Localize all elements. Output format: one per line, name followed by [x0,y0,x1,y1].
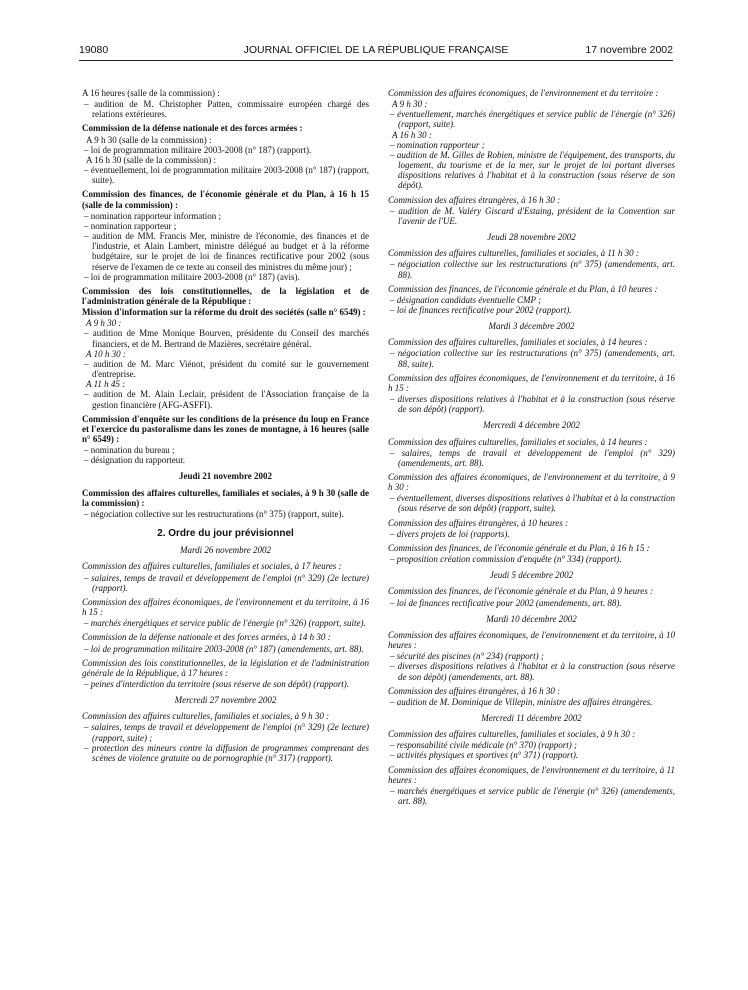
agenda-item: – désignation du rapporteur. [84,455,185,466]
page-number: 19080 [79,44,109,56]
committee-heading: Commission des affaires culturelles, familiales et sociales, à 9 h 30 : [82,711,330,722]
day-heading: Mardi 3 décembre 2002 [488,321,575,332]
committee-heading: Commission des lois constitutionnelles, de la législation et de l'administration générale de la République, à 17 heures : [82,657,369,678]
agenda-item: – négociation collective sur les restructurations (n° 375) (amendements, art. 88, suite). [390,348,675,369]
right-column [388,88,675,806]
committee-heading: Commission des affaires économiques, de l'environnement et du territoire, à 10 heures : [388,629,675,651]
session-time: A 9 h 30 : [86,318,122,329]
agenda-item: – responsabilité civile médicale (n° 370) (rapport) ; [390,740,577,751]
day-heading: Mardi 26 novembre 2002 [179,545,272,556]
session-time: A 10 h 30 : [86,348,126,359]
agenda-item: – diverses dispositions relatives à l'habitat et à la construction (sous réserve de son dépôt) (rapport). [390,394,675,415]
agenda-item: – nomination du bureau ; [84,445,175,456]
committee-heading: Commission des affaires étrangères, à 16 h 30 : [388,194,561,205]
committee-heading: Commission de la défense nationale et des forces armées, à 14 h 30 : [82,632,331,643]
agenda-item: – audition de M. Marc Viénot, président du comité sur le gouvernement d'entreprise. [84,358,369,380]
committee-heading: Commission des affaires économiques, de l'environnement et du territoire, à 11 heures : [388,764,675,785]
committee-heading: Commission des affaires économiques, de l'environnement et du territoire, à 16 h 15 : [388,372,675,393]
committee-heading: Commission des affaires culturelles, familiales et sociales, à 14 heures : [388,337,648,348]
agenda-item: – loi de finances rectificative pour 2002 (amendements, art. 88). [390,597,622,608]
committee-heading: Commission des affaires économiques, de l'environnement et du territoire : [388,88,659,98]
day-heading: Jeudi 21 novembre 2002 [178,471,273,482]
committee-heading: Commission des finances, de l'économie générale et du Plan, à 16 h 15 : [388,542,650,553]
committee-heading: Commission des affaires économiques, de l'environnement et du territoire, à 9 h 30 : [388,472,675,493]
committee-heading: Commission des finances, de l'économie générale et du Plan, à 9 heures : [388,586,654,597]
journal-title: JOURNAL OFFICIEL DE LA RÉPUBLIQUE FRANÇAISE [243,44,509,56]
committee-heading: Commission des affaires économiques, de l'environnement et du territoire, à 16 h 15 : [82,596,369,618]
agenda-item: – salaires, temps de travail et développement de l'emploi (n° 329) (2e lecture) (rapport, suite) ; [84,722,369,743]
agenda-item: – nomination rapporteur ; [84,220,177,231]
section-heading: 2. Ordre du jour prévisionnel [157,528,294,540]
agenda-item: – éventuellement, diverses dispositions relatives à l'habitat et à la construction (sous réserve de son dépôt) (rapport, suite). [390,493,675,514]
committee-heading: Commission des lois constitutionnelles, de la législation et de l'administration générale de la République : [82,285,369,306]
agenda-item: – protection des mineurs contre la diffusion de programmes comprenant des scènes de violence gratuite ou de pornographie (n° 317) (rapport). [84,742,369,763]
committee-heading: Commission des affaires culturelles, familiales et sociales, à 9 h 30 : [388,729,636,740]
committee-heading: Commission des affaires culturelles, familiales et sociales, à 11 h 30 : [388,248,639,259]
agenda-item: – audition de M. Alain Leclair, président de l'Association française de la gestion financière (AFG-ASFFI). [84,389,369,410]
day-heading: Mardi 10 décembre 2002 [486,613,577,624]
agenda-item: – sécurité des piscines (n° 234) (rapport) ; [390,651,544,662]
committee-heading: Commission des affaires culturelles, familiales et sociales, à 14 heures : [388,436,648,447]
committee-heading: Commission des affaires étrangères, à 10 heures : [388,517,568,528]
header-rule [79,60,673,61]
session-time: A 16 h 30 (salle de la commission) : [86,154,216,165]
day-heading: Mercredi 11 décembre 2002 [481,712,582,723]
committee-heading: Commission des affaires étrangères, à 16 h 30 : [388,685,561,696]
agenda-item: – audition de M. Gilles de Robien, ministre de l'équipement, des transports, du logement, du tourisme et de la mer, sur le projet de loi portant diverses dispositions relatives à l'habitat et à la construction (sous réserve de son dépôt). [390,149,675,191]
session-time: A 16 heures (salle de la commission) : [82,88,220,98]
agenda-item: – audition de M. Dominique de Villepin, ministre des affaires étrangères. [390,696,653,707]
agenda-item: – activités physiques et sportives (n° 371) (rapport). [390,750,579,761]
agenda-item: – proposition création commission d'enquête (n° 334) (rapport). [390,554,622,565]
session-time: A 9 h 30 : [392,99,428,110]
session-time: A 11 h 45 : [86,379,126,390]
agenda-item: – désignation candidats éventuelle CMP ; [390,294,542,305]
session-time: A 16 h 30 : [392,129,432,140]
agenda-item: – salaires, temps de travail et développement de l'emploi (n° 329) (amendements, art. 88). [390,447,675,468]
agenda-item: – audition de Mme Monique Bourven, présidente du Conseil des marchés financiers, et de M. Bertrand de Mazières, secrétaire général. [84,328,369,349]
day-heading: Mercredi 4 décembre 2002 [483,420,580,431]
agenda-item: – peines d'interdiction du territoire (sous réserve de son dépôt) (rapport). [84,678,349,689]
agenda-item: – loi de programmation militaire 2003-2008 (n° 187) (avis). [84,271,300,282]
agenda-item: – loi de programmation militaire 2003-2008 (n° 187) (rapport). [84,144,312,155]
committee-heading: Commission de la défense nationale et des forces armées : [82,123,303,134]
agenda-item: – audition de M. Christopher Patten, commissaire européen chargé des relations extérieures. [84,99,369,120]
committee-heading: Commission des affaires culturelles, familiales et sociales, à 9 h 30 (salle de la commission) : [82,487,369,508]
mission-heading: Mission d'information sur la réforme du droit des sociétés (salle n° 6549) : [82,307,366,318]
committee-heading: Commission des affaires culturelles, familiales et sociales, à 17 heures : [82,561,342,572]
agenda-item: – loi de finances rectificative pour 2002 (rapport). [390,304,572,315]
day-heading: Jeudi 5 décembre 2002 [489,570,574,581]
day-heading: Mercredi 27 novembre 2002 [174,695,277,706]
agenda-item: – audition de MM. Francis Mer, ministre de l'économie, des finances et de l'industrie, et Alain Lambert, ministre délégué au budget et à la réforme budgétaire, sur le projet de loi de finances rectificative pour 2002 (sous réserve de l'examen de ce texte au conseil des ministres du même jour) ; [84,231,369,272]
committee-heading: Commission des finances, de l'économie générale et du Plan, à 10 heures : [388,283,658,294]
agenda-item: – négociation collective sur les restructurations (n° 375) (amendements, art. 88). [390,259,675,280]
agenda-item: – éventuellement, loi de programmation militaire 2003-2008 (n° 187) (rapport, suite). [84,165,369,186]
agenda-item: – diverses dispositions relatives à l'habitat et à la construction (sous réserve de son dépôt) (amendements, art. 88). [390,661,675,682]
agenda-item: – audition de M. Valéry Giscard d'Estaing, président de la Convention sur l'avenir de l'UE. [390,205,675,226]
page-header [79,44,673,58]
agenda-item: – salaires, temps de travail et développement de l'emploi (n° 329) (2e lecture) (rapport). [84,572,369,593]
session-time: A 9 h 30 (salle de la commission) : [86,134,212,145]
issue-date: 17 novembre 2002 [585,44,673,56]
day-heading: Jeudi 28 novembre 2002 [487,232,576,243]
committee-heading: Commission des finances, de l'économie générale et du Plan, à 16 h 15 (salle de la commission) : [82,189,369,210]
agenda-item: – loi de programmation militaire 2003-2008 (n° 187) (amendements, art. 88). [84,643,364,654]
committee-heading: Commission d'enquête sur les conditions de la présence du loup en France et l'exercice du pastoralisme dans les zones de montagne, à 16 heures (salle n° 6549) : [82,413,369,444]
agenda-item: – divers projets de loi (rapports). [390,528,510,539]
agenda-item: – éventuellement, marchés énergétiques et service public de l'énergie (n° 326) (rapport, suite). [390,109,675,130]
agenda-item: – nomination rapporteur ; [390,139,485,150]
agenda-item: – négociation collective sur les restructurations (n° 375) (rapport, suite). [84,508,344,519]
agenda-item: – nomination rapporteur information ; [84,210,221,221]
left-column [82,88,369,763]
agenda-item: – marchés énergétiques et service public de l'énergie (n° 326) (rapport, suite). [84,618,366,629]
agenda-item: – marchés énergétiques et service public de l'énergie (n° 326) (amendements, art. 88). [390,785,675,807]
